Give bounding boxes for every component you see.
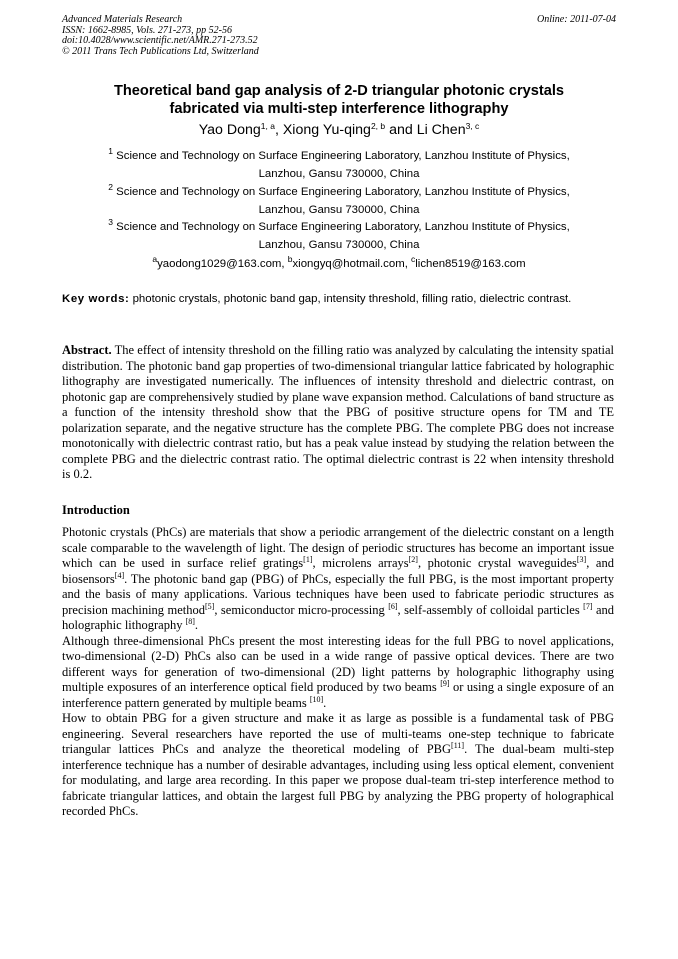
author-1-affil-mark: 1, a [260, 121, 275, 131]
email-c: lichen8519@163.com [415, 258, 526, 270]
keywords-text: photonic crystals, photonic band gap, intensity threshold, filling ratio, dielectric contrast. [129, 293, 572, 305]
citation-ref: [11] [451, 741, 465, 750]
author-emails [62, 254, 616, 272]
author-2-name: Xiong Yu-qing [282, 122, 371, 138]
affiliation-3-text: Science and Technology on Surface Engineering Laboratory, Lanzhou Institute of Physics, [116, 221, 570, 233]
email-a: yaodong1029@163.com, [157, 258, 288, 270]
intro-text: . [323, 695, 327, 710]
email-b-mark: b [287, 254, 293, 264]
email-c-mark: c [411, 254, 416, 264]
intro-text: and holographic lithography [62, 602, 615, 632]
affiliation-2-line-2: Lanzhou, Gansu 730000, China [258, 203, 420, 216]
keywords-block [62, 292, 614, 307]
intro-text: , and biosensors [62, 556, 614, 586]
author-separator: , [274, 122, 283, 138]
affiliation-2-text: Science and Technology on Surface Engineering Laboratory, Lanzhou Institute of Physics, [116, 186, 570, 198]
affiliation-3 [62, 219, 616, 254]
title-line-1: Theoretical band gap analysis of 2-D triangular photonic crystals [113, 83, 565, 99]
intro-text: , self-assembly of colloidal particles [397, 602, 584, 617]
intro-text: . The dual-beam multi-step interference technique has a number of desirable advantages, including using less optical element, convenient for modulating, and large area recording. In this paper we propose dual-team tri-step interference method to fabricate triangular lattices, and obtain the largest full PBG by analyzing the PBG property of holographical recorded PhCs. [62, 742, 614, 818]
intro-paragraph-2 [62, 634, 614, 712]
affiliation-2 [62, 184, 616, 219]
email-b: xiongyq@hotmail.com, [292, 258, 412, 270]
journal-header [62, 15, 616, 57]
copyright-line: © 2011 Trans Tech Publications Ltd, Switzerland [62, 45, 259, 57]
intro-text: Although three-dimensional PhCs present the most interesting ideas for the full PBG to novel applications, two-dimensional (2-D) PhCs also can be used in a wide range of passive optical devices. There are two different ways for generation of two-dimensional (2D) light patterns by holographic lithography using multiple exposures of an interference optical field produced by two beams [62, 633, 614, 694]
journal-info [62, 15, 616, 57]
citation-ref: [2] [408, 555, 418, 564]
introduction-heading: Introduction [62, 503, 130, 517]
intro-text: . [194, 618, 199, 632]
intro-text: , semiconductor micro-processing [214, 602, 389, 617]
abstract-label: Abstract. [62, 343, 112, 357]
introduction-body [62, 525, 614, 820]
citation-ref: [1] [303, 555, 313, 564]
doi-line: doi:10.4028/www.scientific.net/AMR.271-273.52 [62, 35, 258, 46]
email-a-mark: a [152, 254, 158, 264]
author-1-name: Yao Dong [198, 122, 261, 138]
author-3-affil-mark: 3, c [465, 121, 480, 131]
citation-ref: [6] [388, 601, 398, 611]
paper-title [62, 82, 616, 118]
author-2-affil-mark: 2, b [370, 121, 386, 131]
intro-text: or using a single exposure of an interference pattern generated by multiple beams [62, 680, 614, 710]
affiliation-3-number: 3 [108, 217, 113, 227]
abstract-text: The effect of intensity threshold on the filling ratio was analyzed by calculating the intensity spatial distribution. The photonic band gap properties of two-dimensional triangular lattice fabricated by holographic lithography are investigated numerically. The influences of intensity threshold and dielectric contrast, on photonic gap are comprehensively studied by plane wave expansion method. Calculations of band structure as a function of the intensity threshold show that the PBG of positive structure opens for TM and TE polarization separate, and the negative structure has the complete PBG. The complete PBG does not increase monotonically with dielectric contrast ratio, but has a peak value instead by studying the relation between the complete PBG and the dielectric contrast ratio. The optimal dielectric contrast is 22 when intensity threshold is 0.2. [62, 343, 614, 481]
affiliation-1-line-2: Lanzhou, Gansu 730000, China [258, 167, 420, 180]
intro-text: Photonic crystals (PhCs) are materials that show a periodic arrangement of the dielectric constant on a length scale comparable to the wavelength of light. The design of periodic structures has become an important issue which can be used in surface relief gratings [62, 525, 614, 570]
citation-ref: [4] [114, 570, 125, 580]
citation-ref: [8] [185, 617, 195, 626]
affiliation-1-text: Science and Technology on Surface Engineering Laboratory, Lanzhou Institute of Physics, [116, 150, 570, 162]
journal-name: Advanced Materials Research [62, 14, 183, 25]
citation-ref: [3] [576, 555, 587, 564]
citation-ref: [5] [205, 601, 215, 611]
affiliation-2-line-1 [62, 184, 616, 202]
citation-ref: [9] [440, 679, 450, 688]
title-line-2: fabricated via multi-step interference lithography [169, 101, 509, 117]
abstract-block [62, 343, 614, 483]
affiliation-3-line-1 [62, 219, 616, 237]
affiliation-1-line-1 [62, 148, 616, 166]
intro-paragraph-3 [62, 711, 614, 820]
citation-ref: [10] [309, 694, 324, 704]
intro-text: . The photonic band gap (PBG) of PhCs, especially the full PBG, is the most important property and the basis of many applications. Various techniques have been used to fabricate periodic structures as precision machining method [62, 571, 614, 617]
affiliation-2-number: 2 [108, 182, 113, 192]
author-3-name: Li Chen [416, 122, 466, 138]
intro-text: How to obtain PBG for a given structure and make it as large as possible is a fundamental task of PBG engineering. Several researchers have reported the use of multi-teams one-step technique to fabricate triangular lattices PhCs and analyze the theoretical modeling of PBG [62, 711, 614, 756]
issn-line: ISSN: 1662-8985, Vols. 271-273, pp 52-56 [62, 24, 232, 36]
intro-text: , microlens arrays [312, 556, 409, 570]
author-separator: and [385, 122, 417, 138]
keywords-label: Key words: [62, 293, 130, 305]
citation-ref: [7] [583, 601, 593, 611]
affiliation-3-line-2: Lanzhou, Gansu 730000, China [258, 238, 420, 251]
affiliation-1 [62, 148, 616, 183]
intro-text: , photonic crystal waveguides [417, 556, 577, 570]
online-date: Online: 2011-07-04 [537, 14, 616, 25]
author-list [62, 121, 616, 139]
intro-paragraph-1 [62, 525, 614, 634]
affiliation-1-number: 1 [108, 146, 113, 156]
